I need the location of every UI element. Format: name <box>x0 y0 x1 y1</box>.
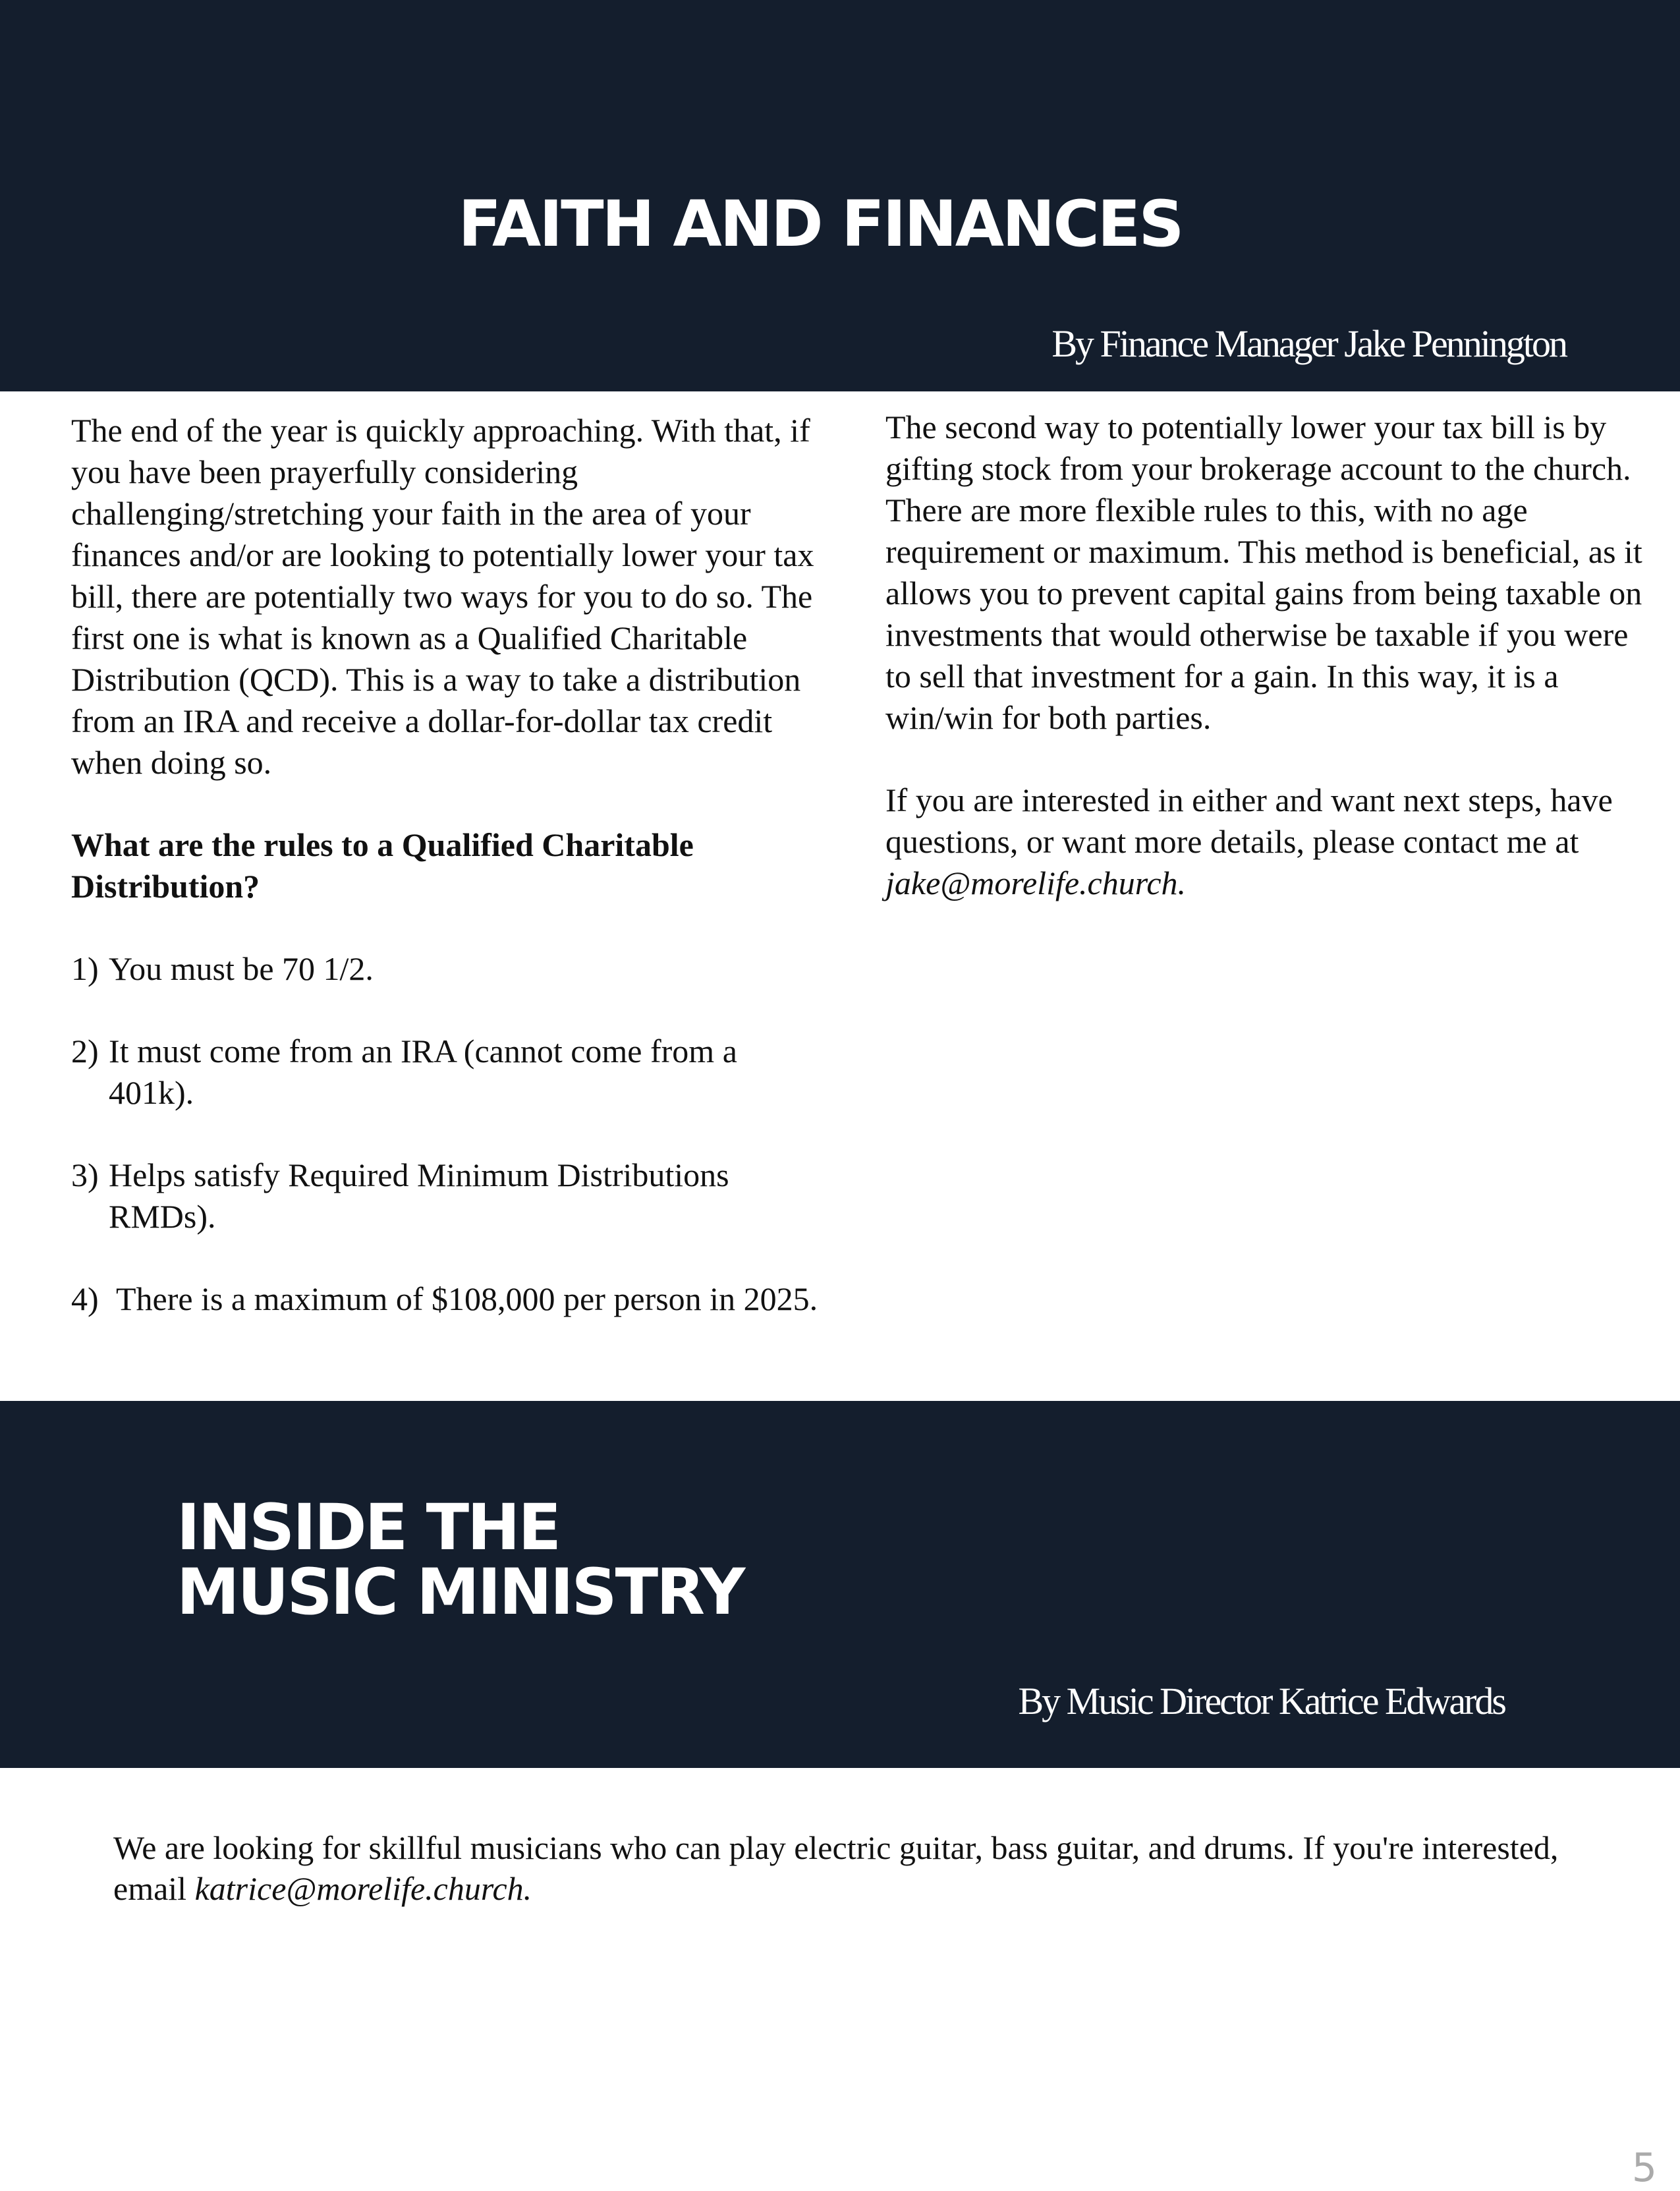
faith-intro-paragraph: The end of the year is quickly approaching. With that, if you have been prayerfully considering challenging/stretching your faith in the area of your finances and/or are looking to potentially lower your tax bill, there are potentially two ways for you to do so. The first one is what is known as a Qualified Charitable Distribution (QCD). This is a way to take a distribution from an IRA and receive a dollar-for-dollar tax credit when doing so. <box>71 412 814 781</box>
music-paragraph <box>113 1827 1596 1909</box>
music-section-title <box>177 1491 744 1629</box>
music-title-line-2: MUSIC MINISTRY <box>177 1555 744 1629</box>
rule-text: Helps satisfy Required Minimum Distributions RMDs). <box>109 1156 729 1235</box>
stock-gifting-paragraph: The second way to potentially lower your tax bill is by gifting stock from your brokerage account to the church. There are more flexible rules to this, with no age requirement or maximum. This method is beneficial, as it allows you to prevent capital gains from being taxable on investments that would otherwise be taxable if you were to sell that investment for a gain. In this way, it is a win/win for both parties. <box>885 409 1642 736</box>
music-title-line-1: INSIDE THE <box>177 1491 560 1564</box>
rule-text: It must come from an IRA (cannot come from a 401k). <box>109 1033 737 1111</box>
rule-number: 4) <box>71 1280 99 1317</box>
faith-section-title: FAITH AND FINANCES <box>458 187 1183 261</box>
rule-number: 2) <box>71 1033 99 1069</box>
rule-text: There is a maximum of $108,000 per person in 2025. <box>116 1280 818 1317</box>
qcd-rule <box>71 1278 829 1320</box>
rule-number: 1) <box>71 950 99 987</box>
faith-right-column <box>885 407 1643 904</box>
faith-byline: By Finance Manager Jake Pennington <box>1051 322 1566 365</box>
contact-paragraph <box>885 780 1643 904</box>
contact-email-link[interactable]: jake@morelife.church. <box>885 865 1187 901</box>
rule-text: You must be 70 1/2. <box>109 950 374 987</box>
page-number: 5 <box>1631 2145 1657 2191</box>
contact-text: If you are interested in either and want next steps, have questions, or want more details, please contact me at <box>885 782 1613 860</box>
qcd-rule <box>71 1154 829 1238</box>
faith-left-column <box>71 410 829 1320</box>
music-byline: By Music Director Katrice Edwards <box>1018 1680 1505 1722</box>
qcd-rule <box>71 1031 829 1114</box>
rule-number: 3) <box>71 1156 99 1193</box>
music-text: We are looking for skillful musicians who can play electric guitar, bass guitar, and drums. If you're interested, email <box>113 1829 1559 1907</box>
qcd-rules-question: What are the rules to a Qualified Charitable Distribution? <box>71 826 694 905</box>
music-email-link[interactable]: katrice@morelife.church. <box>194 1870 532 1907</box>
qcd-rule <box>71 948 829 990</box>
